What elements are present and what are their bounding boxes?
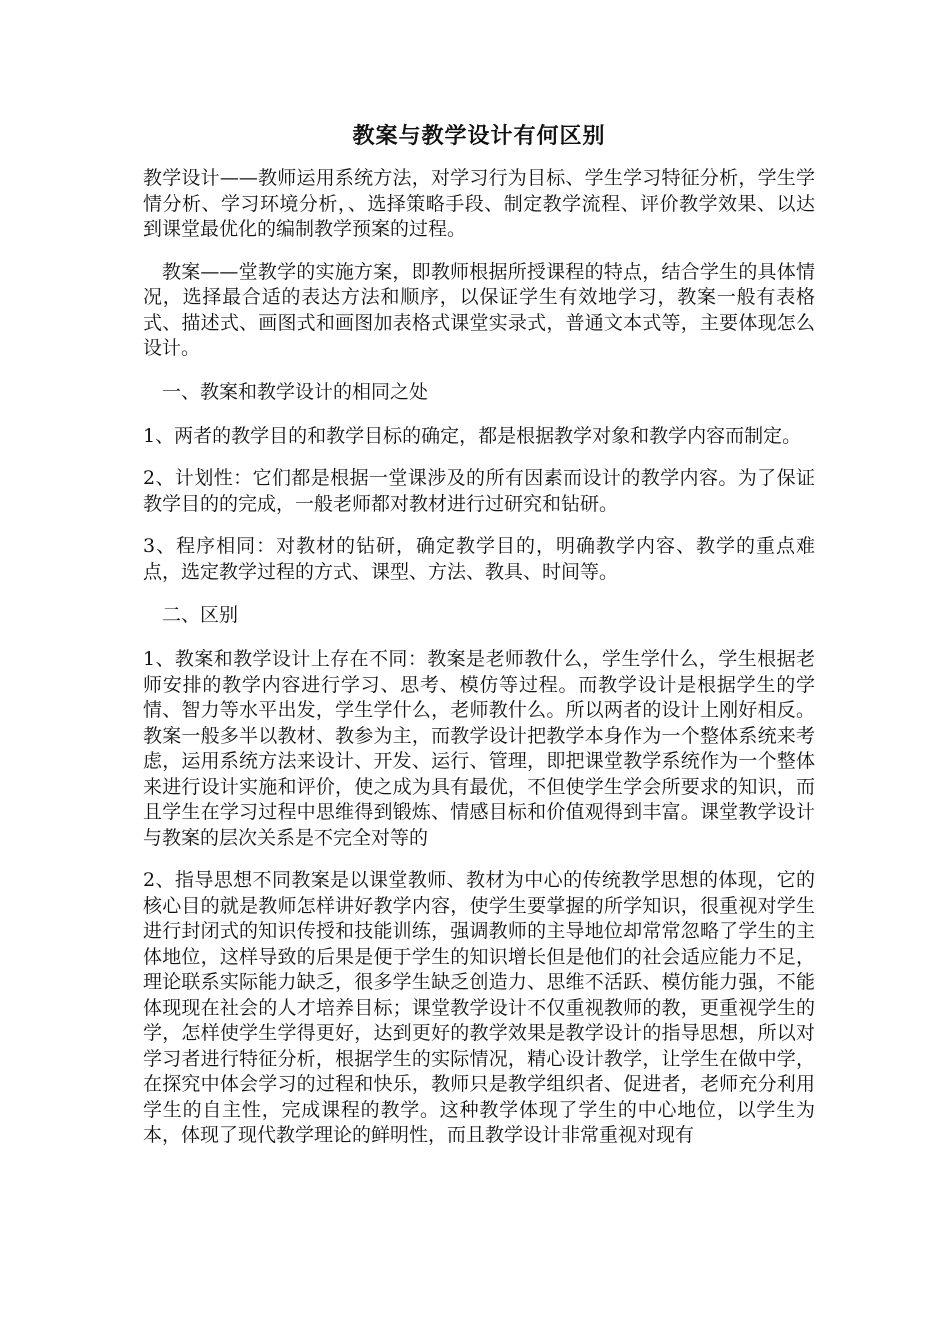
paragraph-teaching-design-definition: 教学设计——教师运用系统方法，对学习行为目标、学生学习特征分析，学生学情分析、学习环境分析，、选择策略手段、制定教学流程、评价教学效果、以达到课堂最优化的编制教学预案的过程。 [143, 167, 815, 240]
document-page [143, 118, 815, 1166]
difference-item-2: 2、指导思想不同教案是以课堂教师、教材为中心的传统教学思想的体现，它的核心目的就是教师怎样讲好教学内容，使学生要掌握的所学知识，很重视对学生进行封闭式的知识传授和技能训练，强调教师的主导地位却常常忽略了学生的主体地位，这样导致的后果是便于学生的知识增长但是他们的社会适应能力不足，理论联系实际能力缺乏，很多学生缺乏创造力、思维不活跃、模仿能力强，不能体现现在社会的人才培养目标；课堂教学设计不仅重视教师的教，更重视学生的学，怎样使学生学得更好，达到更好的教学效果是教学设计的指导思想，所以对学习者进行特征分析，根据学生的实际情况，精心设计教学，让学生在做中学，在探究中体会学习的过程和快乐，教师只是教学组织者、促进者，老师充分利用学生的自主性，完成课程的教学。这种教学体现了学生的中心地位，以学生为本，体现了现代教学理论的鲜明性，而且教学设计非常重视对现有 [143, 869, 815, 1146]
similarity-item-3: 3、程序相同：对教材的钻研，确定教学目的，明确教学内容、教学的重点难点，选定教学过程的方式、课型、方法、教具、时间等。 [143, 535, 815, 583]
document-title: 教案与教学设计有何区别 [352, 123, 606, 149]
paragraph-lesson-plan-definition: 教案——堂教学的实施方案，即教师根据所授课程的特点，结合学生的具体情况，选择最合适的表达方法和顺序，以保证学生有效地学习，教案一般有表格式、描述式、画图式和画图加表格式课堂实录式，普通文本式等，主要体现怎么设计。 [143, 260, 815, 359]
section-heading-differences: 二、区别 [162, 604, 239, 626]
similarity-item-1: 1、两者的教学目的和教学目标的确定，都是根据教学对象和教学内容而制定。 [143, 424, 802, 447]
section-heading-similarities: 一、教案和教学设计的相同之处 [162, 380, 429, 403]
difference-item-1: 1、教案和教学设计上存在不同：教案是老师教什么，学生学什么，学生根据老师安排的教学内容进行学习、思考、模仿等过程。而教学设计是根据学生的学情、智力等水平出发，学生学什么，老师教什么。所以两者的设计上刚好相反。教案一般多半以教材、教参为主，而教学设计把教学本身作为一个整体系统来考虑，运用系统方法来设计、开发、运行、管理，即把课堂教学系统作为一个整体来进行设计实施和评价，使之成为具有最优，不但使学生学会所要求的知识，而且学生在学习过程中思维得到锻炼、情感目标和价值观得到丰富。课堂教学设计与教案的层次关系是不完全对等的 [143, 648, 815, 849]
similarity-item-2: 2、计划性：它们都是根据一堂课涉及的所有因素而设计的教学内容。为了保证教学目的的完成，一般老师都对教材进行过研究和钻研。 [143, 467, 815, 515]
